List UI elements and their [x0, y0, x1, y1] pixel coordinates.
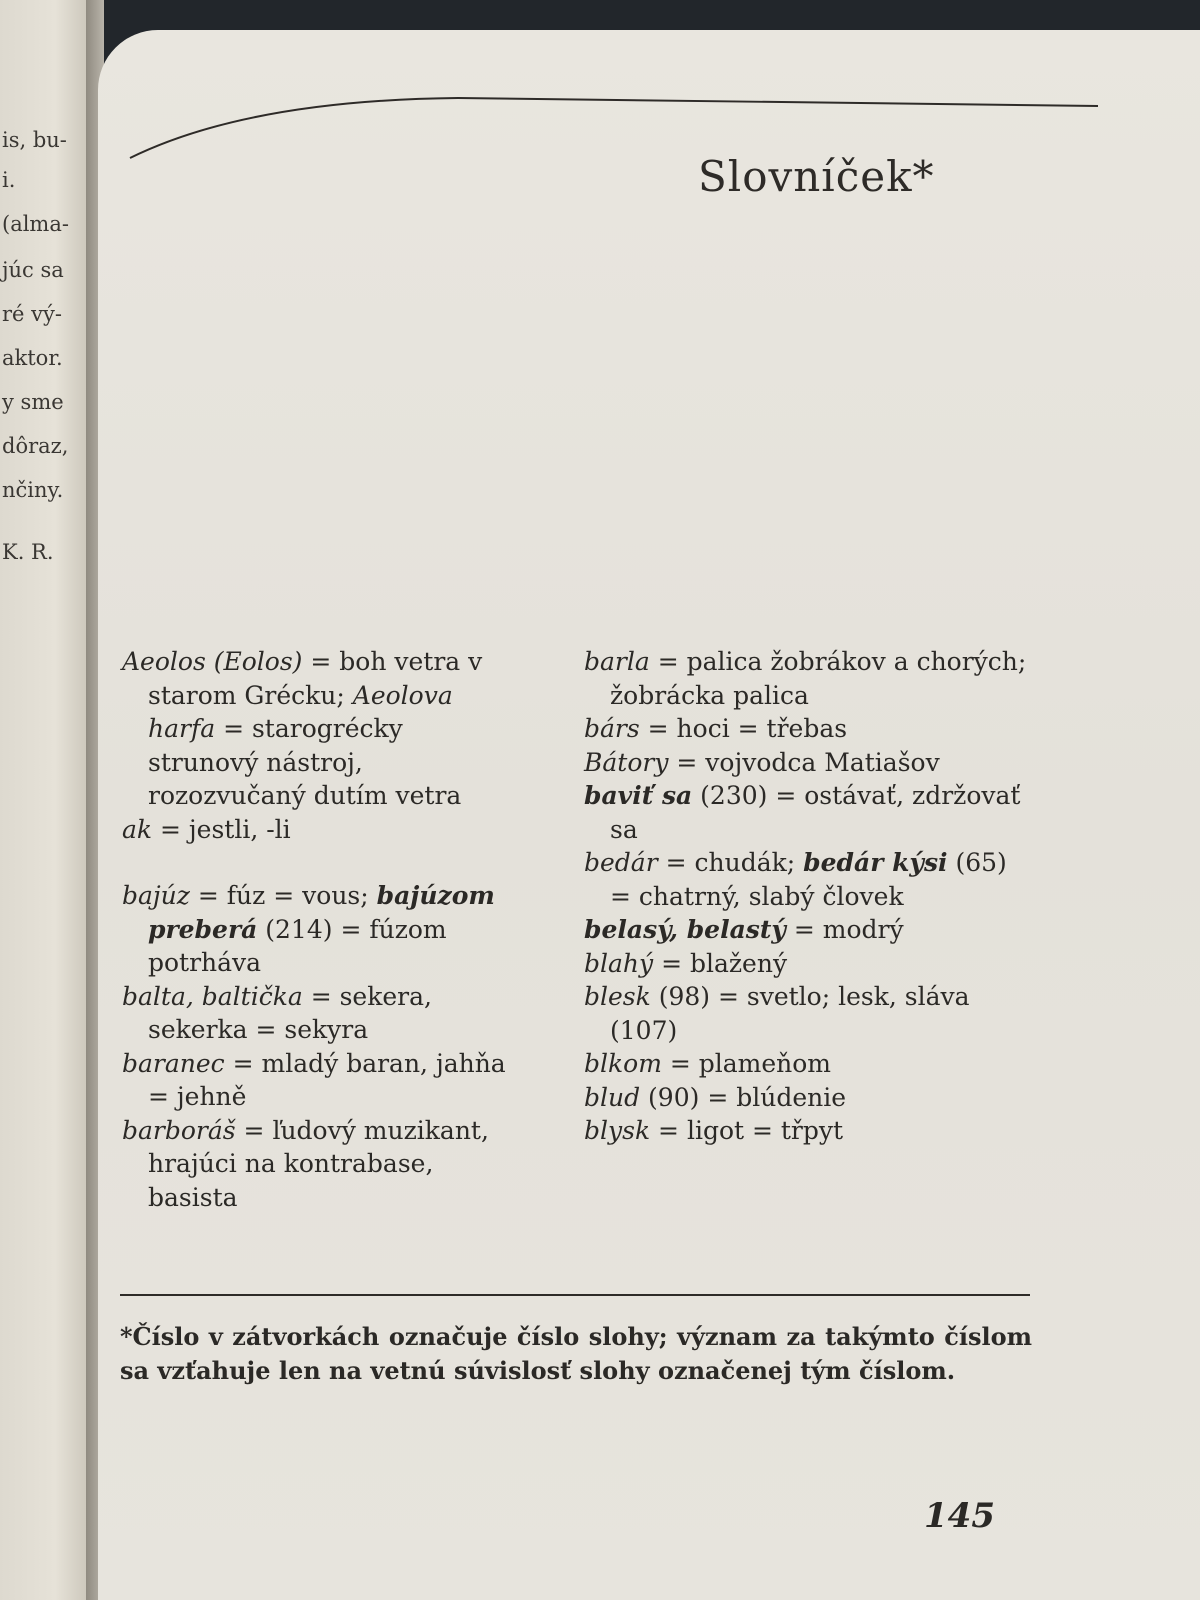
entry-term: Aeolova harfa: [148, 680, 453, 743]
entry-definition: = blažený: [653, 948, 788, 978]
entry-definition: = hoci = třebas: [639, 714, 848, 743]
entry-definition: (90) = blúdenie: [640, 1082, 847, 1112]
entry-term: Bátory: [584, 747, 669, 777]
facing-page-signature: K. R.: [2, 540, 54, 564]
facing-page-line: dôraz,: [2, 434, 69, 458]
glossary-entry: [584, 1114, 1034, 1148]
entry-definition: = modrý: [785, 915, 904, 944]
facing-page-line: is, bu-: [2, 128, 67, 152]
header-rule: [128, 80, 1100, 160]
footnote-rule: [120, 1294, 1030, 1296]
facing-page-line: (alma-: [2, 212, 69, 236]
glossary-entry: [584, 980, 1034, 1047]
facing-page-line: júc sa: [2, 258, 64, 282]
glossary-entry: [584, 846, 1034, 913]
facing-page-line: ré vý-: [2, 302, 62, 326]
entry-definition: = fúz = vous;: [189, 881, 377, 910]
entry-definition: (230) = ostávať, zdržovať sa: [610, 781, 1021, 844]
entry-term: bedár kýsi: [803, 848, 948, 877]
entry-term: bajúzom preberá: [148, 881, 495, 944]
glossary-entry: [122, 813, 512, 847]
entry-term: blahý: [584, 948, 654, 978]
entry-term: balta, baltička: [122, 981, 303, 1011]
entry-definition: = plameňom: [661, 1049, 832, 1078]
entry-term: baranec: [122, 1048, 225, 1078]
entry-definition: (98) = svetlo; lesk, sláva (107): [610, 982, 970, 1045]
glossary-entry: [122, 1047, 512, 1114]
glossary-entry: [122, 645, 512, 813]
entry-definition: = palica žobrákov a chorých; žobrácka palica: [610, 647, 1027, 710]
glossary-entry: [584, 779, 1034, 846]
entry-term: ak: [122, 814, 153, 844]
entry-term: blkom: [584, 1049, 662, 1078]
entry-term: bárs: [584, 714, 640, 743]
footnote: *Číslo v zátvorkách označuje číslo slohy; význam za takýmto číslom sa vzťahuje len na vetnú súvislosť slohy označenej tým číslom.: [120, 1322, 1032, 1385]
glossary-entry: [584, 645, 1034, 712]
entry-term: barboráš: [122, 1115, 236, 1145]
entry-term: baviť sa: [584, 781, 693, 810]
entry-definition: = vojvodca Matiašov: [668, 747, 940, 777]
glossary-entry: [584, 947, 1034, 981]
entry-term: Aeolos (Eolos): [122, 647, 303, 676]
glossary-entry: [122, 980, 512, 1047]
entry-term: bajúz: [122, 881, 190, 910]
entry-term: blysk: [584, 1116, 651, 1145]
entry-definition: = ligot = třpyt: [650, 1116, 844, 1145]
entry-definition: (65) = chatrný, slabý človek: [610, 848, 1007, 911]
glossary-column-left: [122, 645, 512, 1214]
entry-term: bedár: [584, 848, 658, 877]
entry-term: blesk: [584, 982, 651, 1011]
glossary-entry: [584, 712, 1034, 746]
entry-definition: = mladý baran, jahňa = jehně: [148, 1048, 506, 1111]
glossary-entry: [122, 1114, 512, 1215]
facing-page-line: nčiny.: [2, 478, 64, 502]
entry-definition: = starogrécky strunový nástroj, rozozvučaný dutím vetra: [148, 714, 462, 810]
facing-page-line: i.: [2, 168, 16, 192]
glossary-entry: [122, 879, 512, 980]
entry-term: blud: [584, 1082, 641, 1112]
glossary-entry: [584, 1047, 1034, 1081]
facing-page-edge: [0, 0, 92, 1600]
entry-definition: = boh vetra v starom Grécku;: [148, 647, 483, 710]
entry-definition: = sekera, sekerka = sekyra: [148, 981, 432, 1044]
glossary-entry: [584, 746, 1034, 780]
entry-definition: = jestli, -li: [152, 814, 291, 844]
entry-definition: = ľudový muzikant, hrajúci na kontrabase, basista: [148, 1115, 489, 1212]
glossary-entry: [584, 913, 1034, 947]
entry-definition: = chudák;: [657, 848, 804, 877]
glossary-column-right: [584, 645, 1034, 1148]
entry-term: belasý, belastý: [584, 915, 786, 944]
entry-definition: (214) = fúzom potrháva: [148, 914, 447, 977]
book-page: [98, 30, 1200, 1600]
glossary-entry: [584, 1081, 1034, 1115]
facing-page-line: y sme: [2, 390, 64, 414]
facing-page-line: aktor.: [2, 346, 63, 370]
page-title: Slovníček*: [698, 152, 935, 201]
page-number: 145: [924, 1496, 995, 1536]
entry-term: barla: [584, 647, 650, 676]
